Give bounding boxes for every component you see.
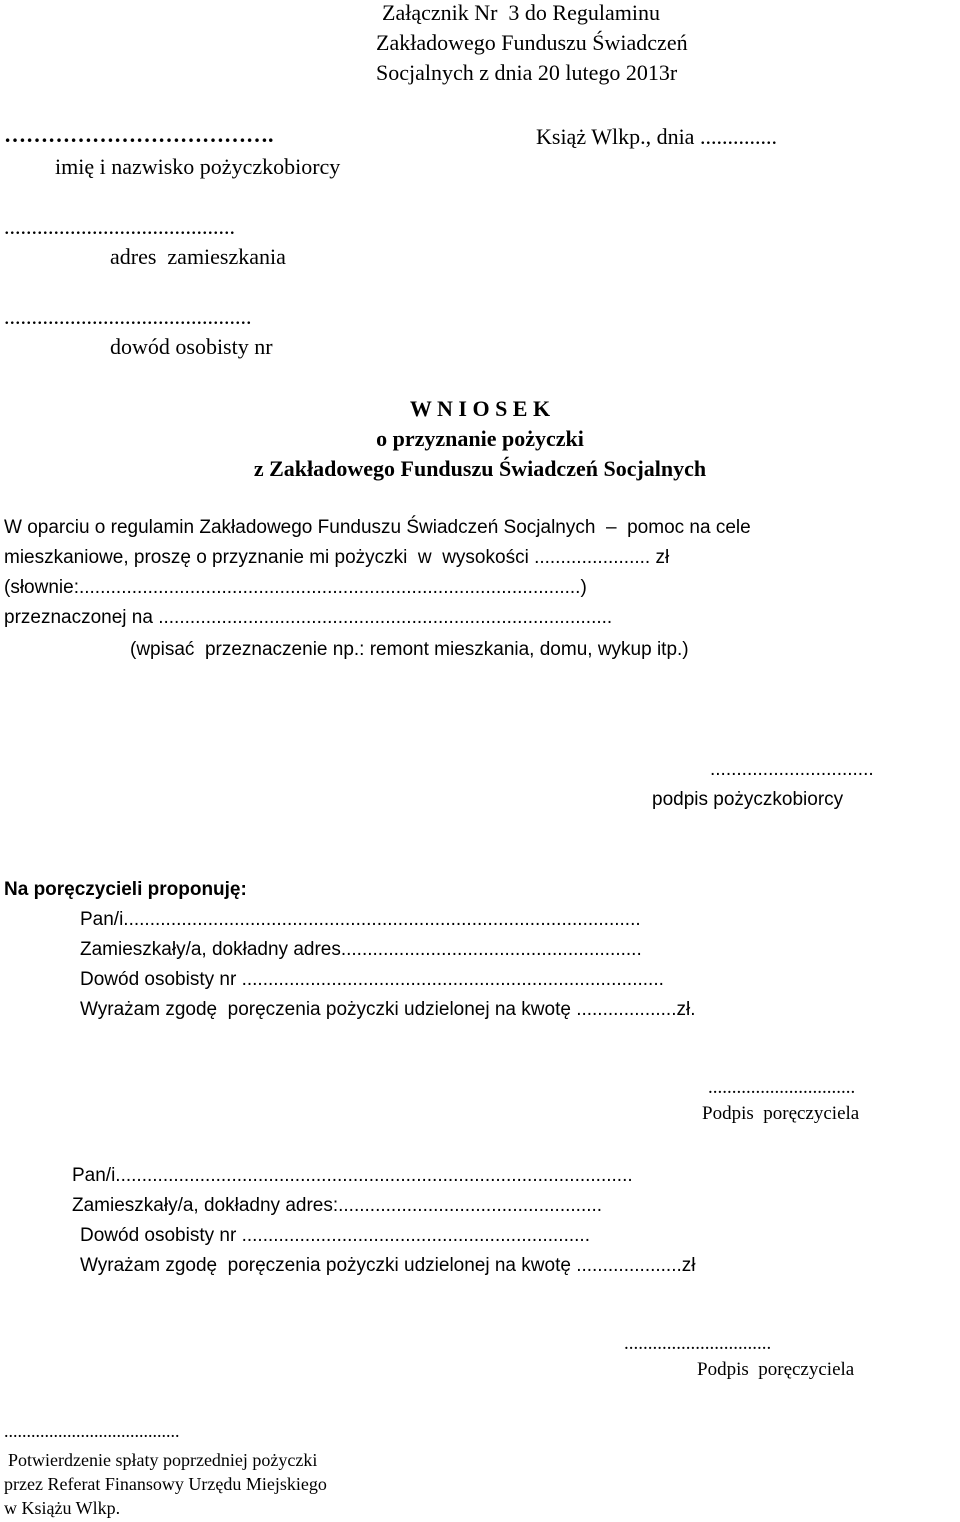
borrower-signature-label: podpis pożyczkobiorcy <box>652 789 844 810</box>
address-label: adres zamieszkania <box>110 244 286 269</box>
body-line-4: przeznaczonej na ...................................................................................... <box>4 607 613 628</box>
document-title: W N I O S E K <box>409 396 551 421</box>
body-line-3: (słownie:...............................................................................................) <box>4 577 587 598</box>
attachment-line-1: Załącznik Nr 3 do Regulaminu <box>382 0 660 25</box>
body-line-5: (wpisać przeznaczenie np.: remont mieszkania, domu, wykup itp.) <box>130 639 689 660</box>
repayment-confirmation-line-3: w Książu Wlkp. <box>4 1498 121 1518</box>
guarantor-2-name: Pan/i.................................................................................................. <box>72 1165 633 1186</box>
id-label: dowód osobisty nr <box>110 334 273 359</box>
attachment-line-3: Socjalnych z dnia 20 lutego 2013r <box>376 60 678 85</box>
guarantor-2-signature-dots: ............................... <box>624 1333 772 1354</box>
name-dots: ………………………………. <box>4 122 274 147</box>
document-subtitle-1: o przyznanie pożyczki <box>376 426 584 451</box>
attachment-line-2: Zakładowego Funduszu Świadczeń <box>376 30 688 55</box>
guarantor-2-consent: Wyrażam zgodę poręczenia pożyczki udzielonej na kwotę ....................zł <box>80 1255 696 1276</box>
guarantor-1-consent: Wyrażam zgodę poręczenia pożyczki udzielonej na kwotę ...................zł. <box>80 999 696 1020</box>
guarantor-1-name: Pan/i.................................................................................................. <box>80 909 641 930</box>
id-dots: ............................................. <box>4 304 252 329</box>
address-dots: .......................................... <box>4 214 235 239</box>
guarantors-heading: Na poręczycieli proponuję: <box>4 879 247 900</box>
body-line-2: mieszkaniowe, proszę o przyznanie mi pożyczki w wysokości ...................... zł <box>4 547 670 568</box>
body-line-1: W oparciu o regulamin Zakładowego Funduszu Świadczeń Socjalnych – pomoc na cele <box>4 517 751 538</box>
guarantor-2-address: Zamieszkały/a, dokładny adres:.................................................. <box>72 1195 603 1216</box>
guarantor-2-id: Dowód osobisty nr .................................................................. <box>80 1225 590 1246</box>
borrower-signature-dots: ............................... <box>710 759 874 780</box>
guarantor-1-address: Zamieszkały/a, dokładny adres......................................................... <box>80 939 642 960</box>
place-date: Książ Wlkp., dnia .............. <box>536 124 777 149</box>
guarantor-2-signature-label: Podpis poręczyciela <box>697 1359 855 1380</box>
name-label: imię i nazwisko pożyczkobiorcy <box>55 154 341 179</box>
guarantor-1-id: Dowód osobisty nr ................................................................................ <box>80 969 664 990</box>
document-subtitle-2: z Zakładowego Funduszu Świadczeń Socjalnych <box>253 456 707 481</box>
repayment-confirmation-line-2: przez Referat Finansowy Urzędu Miejskiego <box>4 1474 327 1494</box>
repayment-confirmation-dots: ....................................... <box>4 1421 180 1441</box>
guarantor-1-signature-label: Podpis poręczyciela <box>702 1103 860 1124</box>
repayment-confirmation-line-1: Potwierdzenie spłaty poprzedniej pożyczki <box>8 1450 318 1470</box>
guarantor-1-signature-dots: ............................... <box>708 1077 856 1098</box>
